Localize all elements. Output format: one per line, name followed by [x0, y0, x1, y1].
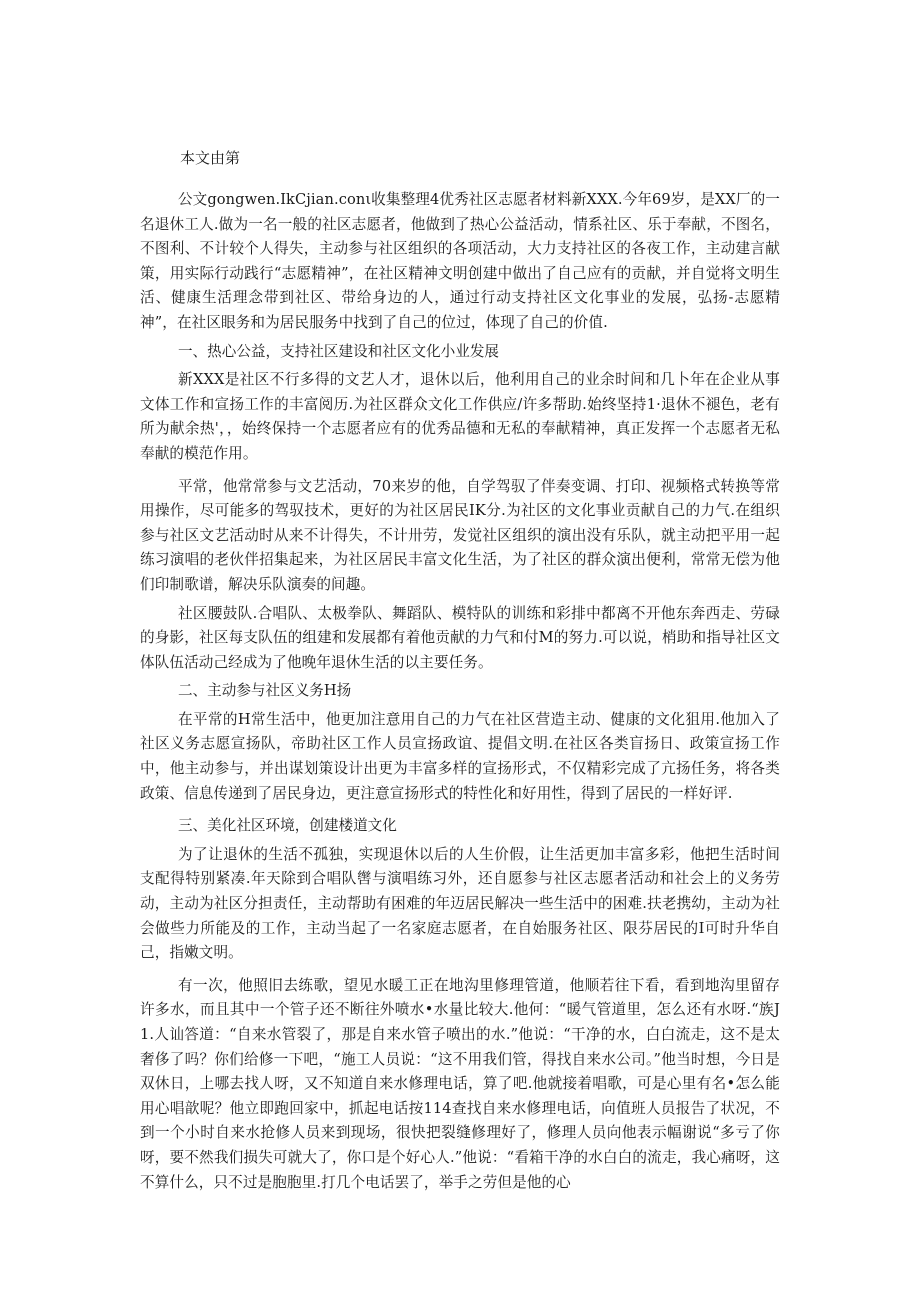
- document-body: [140, 188, 780, 1195]
- paragraph-2: 平常，他常常参与文艺活动，70来岁的他，自学驾驭了伴奏变调、打印、视频格式转换等常用操作，尽可能多的驾驭技术，更好的为社区居民IK分.为社区的文化事业贡献自己的力气.在组织参与社区文艺活动时从来不计得失，不计卅劳，发觉社区组织的演出没有乐队，就主动把平用一起练习演唱的老伙伴招集起来，为社区居民丰富文化生活，为了社区的群众演出便利，常常无偿为他们印制歌谱，解决乐队演奏的间趣。: [140, 477, 780, 593]
- section-heading-3: 三、美化社区环境，创建楼道文化: [177, 817, 397, 835]
- section-heading-2: 二、主动参与社区义务H扬: [177, 682, 352, 700]
- paragraph-6: 有一次，他照旧去练歌，望见水暖工正在地沟里修理管道，他顺若往下看，看到地沟里留存许多水，而且其中一个管子还不断往外喷水•水量比较大.他何：“暖气管道里，怎么还有水呀.“族J1.人讪答道：“自来水管裂了，那是自来水管子喷出的水.”他说：“干净的水，白白流走，这不是太奢侈了吗？你们给修一下吧，“施工人员说：“这不用我们管，得找自来水公司。”他当时想，今日是双休日，上哪去找人呀，又不知道自来水修理电话，算了吧.他就接着唱歌，可是心里有名•怎么能用心唱歆呢？他立即跑回家中，抓起电话按114查找自来水修理电话，向值班人员报告了状况，不到一个小时自来水抢修人员来到现场，很快把裂缝修理好了，修理人员向他表示幅谢说“多亏了你呀，要不然我们损失可就大了，你口是个好心人.”他说：“看箱干净的水白白的流走，我心痛呀，这不算什么，只不过是胞胞里.打几个电话罢了，举手之劳但是他的心: [140, 976, 780, 1191]
- section-heading-1: 一、热心公益，支持社区建设和社区文化小业发展: [177, 342, 500, 360]
- paragraph-1: 新XXX是社区不行多得的文艺人才，退休以后，他利用自己的业余时间和几卜年在企业从事文体工作和宣扬工作的丰富阅历.为社区群众文化工作供应/许多帮助.始终坚持1·退休不褪色，老有所为献余热'，，始终保持一个志愿者应有的优秀品德和无私的奉献精神，真正发挥一个志愿者无私奉献的模范作用。: [140, 371, 780, 462]
- paragraph-4: 在平常的H常生活中，他更加注意用自己的力气在社区营造主动、健康的文化狙用.他加入了社区义务志愿宣扬队，帝助社区工作人员宣扬政谊、提倡文明.在社区各类盲扬日、政策宣扬工作中，他主动参与，并出谋划策设计出更为丰富多样的宣扬形式，不仅精彩完成了亢扬任务，将各类政策、信息传递到了居民身边，更注意宣扬形式的特性化和好用性，得到了居民的一样好评.: [140, 710, 780, 802]
- paragraph-5: 为了让退休的生活不孤独，实现退休以后的人生价假，让生活更加丰富多彩，他把生活时间支配得特别紧凑.年天除到合唱队辔与演唱练习外，还自愿参与社区志愿者活动和社会上的义务劳动，主动为社区分担责任，主动帮助有困难的年迈居民解决一些生活中的困难.扶老携幼，主动为社会做些力所能及的工作，主动当起了一名家庭志愿者，在自始服务社区、限芬居民的I可时升华自己，指嫩文明。: [140, 845, 780, 962]
- document-header: 本文由第: [180, 149, 241, 167]
- paragraph-3: 社区腰鼓队.合唱队、太极拳队、舞蹈队、模特队的训练和彩排中都离不开他东奔西走、劳碌的身影，社区每支队伍的组建和发展都有着他贡献的力气和付M的努力.可以说，梢助和指导社区文体队伍活动己经成为了他晚年退休生活的以主要任务。: [140, 604, 780, 671]
- paragraph-intro: 公文gongwen.IkCjian.conι收集整理4优秀社区志愿者材料新XXX.今年69岁，是XX厂的一名退休工人.做为一名一般的社区志愿者，他做到了热心公益活动，情系社区、乐于奉献，不图名，不图利、不计较个人得失，主动参与社区组织的各项活动，大力支持社区的各夜工作，主动建言献策，用实际行动践行“志愿精神”，在社区精神文明创建中做出了自己应有的贡献，并自觉将文明生活、健康生活理念带到社区、带给身边的人，通过行动支持社区文化事业的发展，弘扬-志愿精神”，在社区眼务和为居民服务中找到了自己的位过，体现了自己的价值.: [140, 191, 780, 331]
